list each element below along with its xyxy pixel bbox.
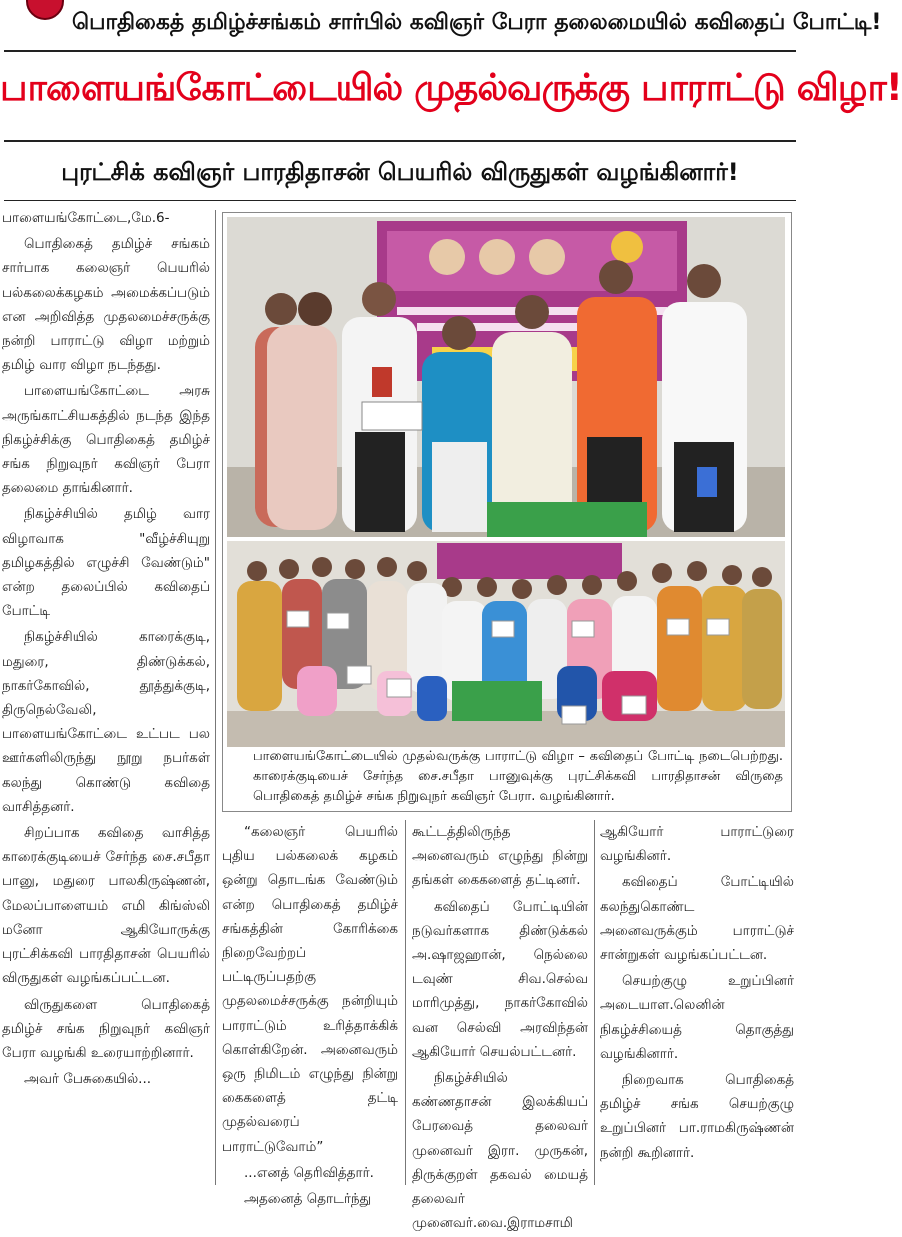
paragraph: நிகழ்ச்சியில் கண்ணதாசன் இலக்கியப் பேரவைத் தலைவர் முனைவர் இரா. முருகன், திருக்குறள் தகவல் மையத் தலைவர் முனைவர்.வை.இராமசாமி: [412, 1070, 588, 1232]
paragraph: சிறப்பாக கவிதை வாசித்த காரைக்குடியைச் சேர்ந்த சை.சபீதா பானு, மதுரை பாலகிருஷ்ணன், மேலப்பாளையம் எமி கிங்ஸ்லி மனோ ஆகியோருக்கு புரட்சிக்கவி பாரதிதாசன் பெயரில் விருதுகள் வழங்கப்பட்டன.: [2, 825, 210, 987]
article-column-2: [222, 820, 398, 1213]
article-column-4: [600, 820, 794, 1167]
group-photo: [227, 541, 785, 747]
paragraph: கவிதைப் போட்டியில் கலந்துகொண்ட அனைவருக்கும் பாராட்டுச் சான்றுகள் வழங்கப்பட்டன.: [600, 874, 794, 964]
paragraph: ஆகியோர் பாராட்டுரை வழங்கினர்.: [600, 824, 794, 865]
paragraph: “கலைஞர் பெயரில் புதிய பல்கலைக் கழகம் ஒன்று தொடங்க வேண்டும் என்ற பொதிகைத் தமிழ்ச் சங்கத்தின் கோரிக்கை நிறைவேற்றப் பட்டிருப்பதற்கு முதலமைச்சருக்கு நன்றியும் பாராட்டும் உரித்தாக்கிக் கொள்கிறேன். அனைவரும் ஒரு நிமிடம் எழுந்து நின்று கைகளைத் தட்டி முதல்வரைப் பாராட்டுவோம்”: [222, 824, 398, 1155]
divider: [4, 50, 796, 52]
article-column-3: [412, 820, 588, 1237]
paragraph: கவிதைப் போட்டியின் நடுவர்களாக திண்டுக்கல் அ.ஷாஜஹான், நெல்லை டவுண் சிவ.செல்வ மாரிமுத்து, நாகர்கோவில் வன செல்வி அரவிந்தன் ஆகியோர் செயல்பட்டனர்.: [412, 898, 588, 1060]
paragraph: நிகழ்ச்சியில் தமிழ் வார விழாவாக "வீழ்ச்சியுறு தமிழகத்தில் எழுச்சி வேண்டும்" என்ற தலைப்பில் கவிதைப் போட்டி: [2, 506, 210, 620]
divider: [4, 200, 796, 201]
paragraph: விருதுகளை பொதிகைத் தமிழ்ச் சங்க நிறுவுநர் கவிஞர் பேரா வழங்கி உரையாற்றினார்.: [2, 996, 210, 1061]
headline: பாளையங்கோட்டையில் முதல்வருக்கு பாராட்டு விழா!: [0, 66, 902, 109]
paragraph: நிறைவாக பொதிகைத் தமிழ்ச் சங்க செயற்குழு உறுப்பினர் பா.ராமகிருஷ்ணன் நன்றி கூறினார்.: [600, 1072, 794, 1161]
paragraph: செயற்குழு உறுப்பினர் அடையாள.லெனின் நிகழ்ச்சியைத் தொகுத்து வழங்கினார்.: [600, 973, 794, 1062]
kicker-bar: [0, 0, 882, 46]
column-divider: [215, 210, 216, 1185]
paragraph: பாளையங்கோட்டை அரசு அருங்காட்சியகத்தில் நடந்த இந்த நிகழ்ச்சிக்கு பொதிகைத் தமிழ்ச் சங்க நிறுவுநர் கவிஞர் பேரா தலைமை தாங்கினார்.: [2, 383, 210, 497]
article-column-1: [2, 206, 210, 1093]
column-divider: [405, 820, 406, 1185]
photo-frame: [222, 212, 792, 812]
subheadline: புரட்சிக் கவிஞர் பாரதிதாசன் பெயரில் விருதுகள் வழங்கினார்!: [61, 158, 739, 186]
kicker-text: பொதிகைத் தமிழ்ச்சங்கம் சார்பில் கவிஞர் பேரா தலைமையில் கவிதைப் போட்டி!: [72, 10, 882, 35]
paragraph: நிகழ்ச்சியில் காரைக்குடி, மதுரை, திண்டுக்கல், நாகர்கோவில், தூத்துக்குடி, திருநெல்வேலி, பாளையங்கோட்டை உட்பட பல ஊர்களிலிருந்து நூறு நபர்கள் கலந்து கொண்டு கவிதை வாசித்தனர்.: [2, 629, 210, 815]
paragraph: அவர் பேசுகையில்...: [24, 1071, 152, 1088]
column-divider: [594, 820, 595, 1185]
photo-caption: பாளையங்கோட்டையில் முதல்வருக்கு பாராட்டு விழா – கவிதைப் போட்டி நடைபெற்றது. காரைக்குடியைச் சேர்ந்த சை.சபீதா பானுவுக்கு புரட்சிக்கவி பாரதிதாசன் விருதை பொதிகைத் தமிழ்ச் சங்க நிறுவுநர் கவிஞர் பேரா. வழங்கினார்.: [253, 749, 783, 804]
dateline: பாளையங்கோட்டை,மே.6-: [2, 210, 170, 226]
newspaper-logo-icon: [26, 0, 64, 20]
paragraph: பொதிகைத் தமிழ்ச் சங்கம் சார்பாக கலைஞர் பெயரில் பல்கலைக்கழகம் அமைக்கப்படும் என அறிவித்த முதலமைச்சருக்கு நன்றி பாராட்டு விழா மற்றும் தமிழ் வார விழா நடந்தது.: [2, 236, 210, 374]
paragraph: ...எனத் தெரிவித்தார்.: [244, 1164, 374, 1181]
divider: [4, 140, 796, 142]
award-ceremony-photo: [227, 217, 785, 537]
paragraph: அதனைத் தொடர்ந்து: [244, 1191, 372, 1208]
paragraph: கூட்டத்திலிருந்த அனைவரும் எழுந்து நின்று தங்கள் கைகளைத் தட்டினர்.: [412, 824, 588, 889]
